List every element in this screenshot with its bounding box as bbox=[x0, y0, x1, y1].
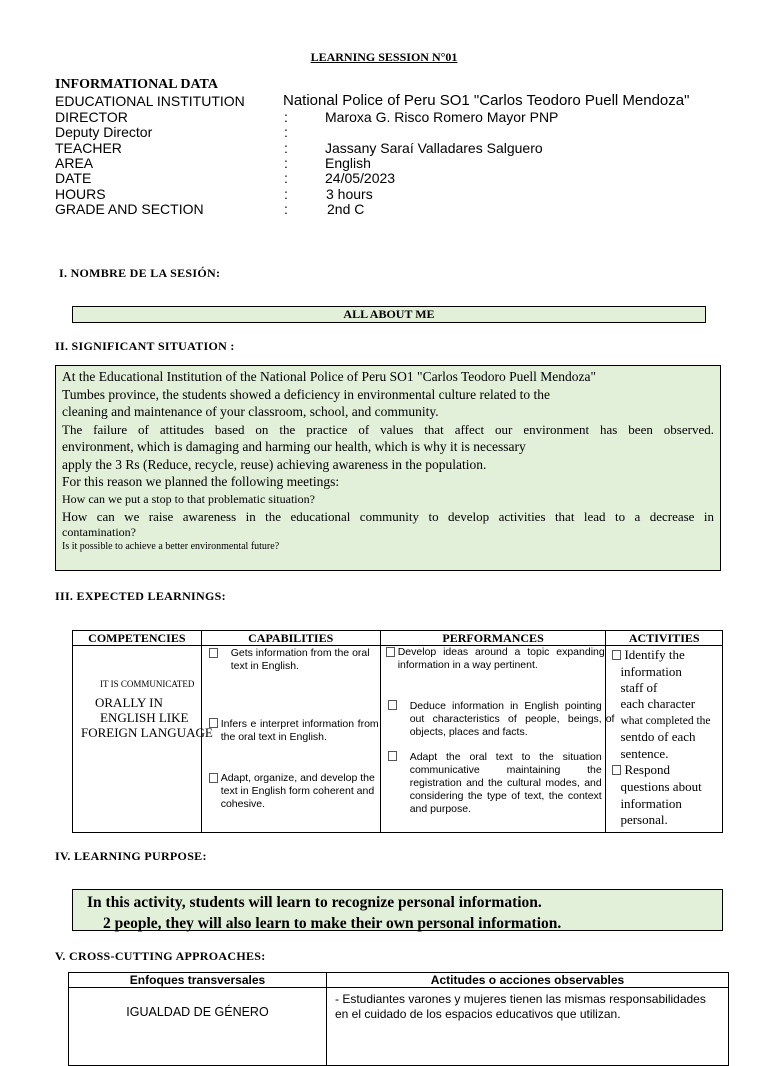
info-value: 2nd C bbox=[327, 201, 365, 217]
section-heading-expected-learnings: III. EXPECTED LEARNINGS: bbox=[55, 589, 226, 603]
info-value: Maroxa G. Risco Romero Mayor PNP bbox=[325, 109, 559, 125]
performance-item: Adapt the oral text to the situation communicative maintaining the registration and the cultural modes, and considering the type of text, the context and purpose. bbox=[409, 751, 602, 815]
checkbox-icon bbox=[209, 648, 221, 661]
situation-line: environment, which is damaging and harming our health, which is why it is necessary bbox=[62, 439, 526, 454]
competency-line: ENGLISH LIKE bbox=[100, 710, 189, 725]
activity-line: information bbox=[620, 664, 682, 679]
situation-line: How can we raise awareness in the educational community to develop activities that lead to a decrease in bbox=[62, 509, 714, 524]
info-colon: : bbox=[284, 186, 288, 202]
info-colon: : bbox=[284, 170, 288, 186]
column-header: CAPABILITIES bbox=[201, 631, 380, 646]
checkbox-icon bbox=[209, 718, 221, 731]
checkbox-icon bbox=[612, 765, 621, 775]
info-label: GRADE AND SECTION bbox=[55, 201, 204, 217]
activity-line: sentence. bbox=[620, 746, 669, 761]
info-colon: : bbox=[284, 124, 288, 140]
section-heading-learning-purpose: IV. LEARNING PURPOSE: bbox=[55, 849, 207, 863]
performances-cell bbox=[380, 646, 615, 833]
info-label: DIRECTOR bbox=[55, 109, 128, 125]
section-heading-situation: II. SIGNIFICANT SITUATION : bbox=[55, 339, 235, 353]
info-colon: : bbox=[284, 109, 288, 125]
situation-line: apply the 3 Rs (Reduce, recycle, reuse) achieving awareness in the population. bbox=[62, 456, 487, 472]
checkbox-icon bbox=[386, 647, 398, 660]
situation-box bbox=[55, 365, 721, 571]
info-colon: : bbox=[284, 140, 288, 156]
activity-line: information bbox=[620, 796, 682, 811]
page-title: LEARNING SESSION N°01 bbox=[310, 50, 458, 64]
competency-line: ORALLY IN bbox=[95, 695, 163, 710]
performance-stray-text: of bbox=[605, 713, 615, 725]
activity-line: questions about bbox=[620, 779, 702, 794]
activity-item-respond: Respond bbox=[612, 762, 670, 779]
competency-cell bbox=[73, 646, 213, 833]
info-value: National Police of Peru SO1 "Carlos Teodoro Puell Mendoza" bbox=[283, 92, 690, 109]
info-value: Jassany Saraí Valladares Salguero bbox=[325, 140, 543, 156]
situation-line: Is it possible to achieve a better environmental future? bbox=[62, 540, 280, 552]
competency-line: FOREIGN LANGUAGE bbox=[81, 725, 213, 740]
attitude-cell: - Estudiantes varones y mujeres tienen las mismas responsabilidades en el cuidado de los espacios educativos que utilizan. bbox=[327, 988, 729, 1066]
performance-item: Deduce information in English pointing out characteristics of people, beings, objects, places and facts. bbox=[409, 700, 602, 738]
capability-item: Infers e interpret information from the oral text in English. bbox=[220, 718, 379, 743]
learning-purpose-box bbox=[72, 889, 723, 931]
expected-learnings-table bbox=[72, 630, 723, 833]
info-heading: INFORMATIONAL DATA bbox=[55, 77, 218, 92]
competency-line: IT IS COMMUNICATED bbox=[100, 679, 195, 689]
info-colon: : bbox=[284, 201, 288, 217]
activity-line: each character bbox=[620, 696, 696, 711]
activity-line: sentdo of each bbox=[620, 729, 696, 744]
approach-cell: IGUALDAD DE GÉNERO bbox=[69, 988, 327, 1066]
info-label: Deputy Director bbox=[55, 124, 153, 140]
section-heading-session-name: I. NOMBRE DE LA SESIÓN: bbox=[59, 266, 221, 280]
situation-line: Tumbes province, the students showed a deficiency in environmental culture related to the bbox=[62, 386, 550, 402]
info-label: HOURS bbox=[55, 186, 106, 202]
capabilities-cell bbox=[201, 646, 380, 833]
session-name-box: ALL ABOUT ME bbox=[72, 306, 706, 323]
column-header: Actitudes o acciones observables bbox=[327, 973, 729, 988]
activity-line: personal. bbox=[620, 812, 668, 827]
column-header: ACTIVITIES bbox=[606, 631, 723, 646]
checkbox-icon bbox=[612, 650, 621, 660]
capability-item: Adapt, organize, and develop the text in English form coherent and cohesive. bbox=[220, 772, 375, 810]
situation-line: contamination? bbox=[62, 524, 136, 539]
info-value: English bbox=[325, 155, 371, 171]
info-value: 3 hours bbox=[326, 186, 373, 202]
purpose-line: In this activity, students will learn to recognize personal information. bbox=[87, 894, 542, 911]
info-label: EDUCATIONAL INSTITUTION bbox=[55, 93, 245, 109]
column-header: COMPETENCIES bbox=[73, 631, 202, 646]
info-label: AREA bbox=[55, 155, 94, 171]
activities-cell bbox=[606, 646, 723, 833]
activity-item-identify: Identify the bbox=[612, 647, 684, 664]
performance-item: Develop ideas around a topic expanding information in a way pertinent. bbox=[397, 646, 605, 671]
activity-line: staff of bbox=[620, 680, 658, 695]
column-header: PERFORMANCES bbox=[380, 631, 606, 646]
checkbox-icon bbox=[209, 773, 221, 786]
capability-item: Gets information from the oral text in English. bbox=[230, 647, 370, 672]
info-label: TEACHER bbox=[55, 140, 122, 156]
section-heading-cross-cutting: V. CROSS-CUTTING APPROACHES: bbox=[55, 949, 266, 963]
info-value: 24/05/2023 bbox=[325, 170, 396, 186]
info-colon: : bbox=[284, 155, 288, 171]
checkbox-icon bbox=[388, 700, 400, 713]
info-label: DATE bbox=[55, 170, 92, 186]
cross-cutting-table bbox=[68, 972, 729, 1066]
column-header: Enfoques transversales bbox=[69, 973, 327, 988]
purpose-line: 2 people, they will also learn to make their own personal information. bbox=[103, 915, 562, 932]
situation-line: At the Educational Institution of the National Police of Peru SO1 "Carlos Teodoro Puell Mendoza" bbox=[62, 369, 596, 384]
activity-line: what completed the bbox=[620, 715, 711, 727]
checkbox-icon bbox=[388, 751, 400, 764]
situation-line: The failure of attitudes based on the practice of values that affect our environment has been observed. bbox=[62, 421, 714, 437]
situation-line: cleaning and maintenance of your classroom, school, and community. bbox=[62, 404, 439, 419]
situation-line: How can we put a stop to that problematic situation? bbox=[62, 491, 315, 506]
situation-line: For this reason we planned the following meetings: bbox=[62, 474, 340, 489]
